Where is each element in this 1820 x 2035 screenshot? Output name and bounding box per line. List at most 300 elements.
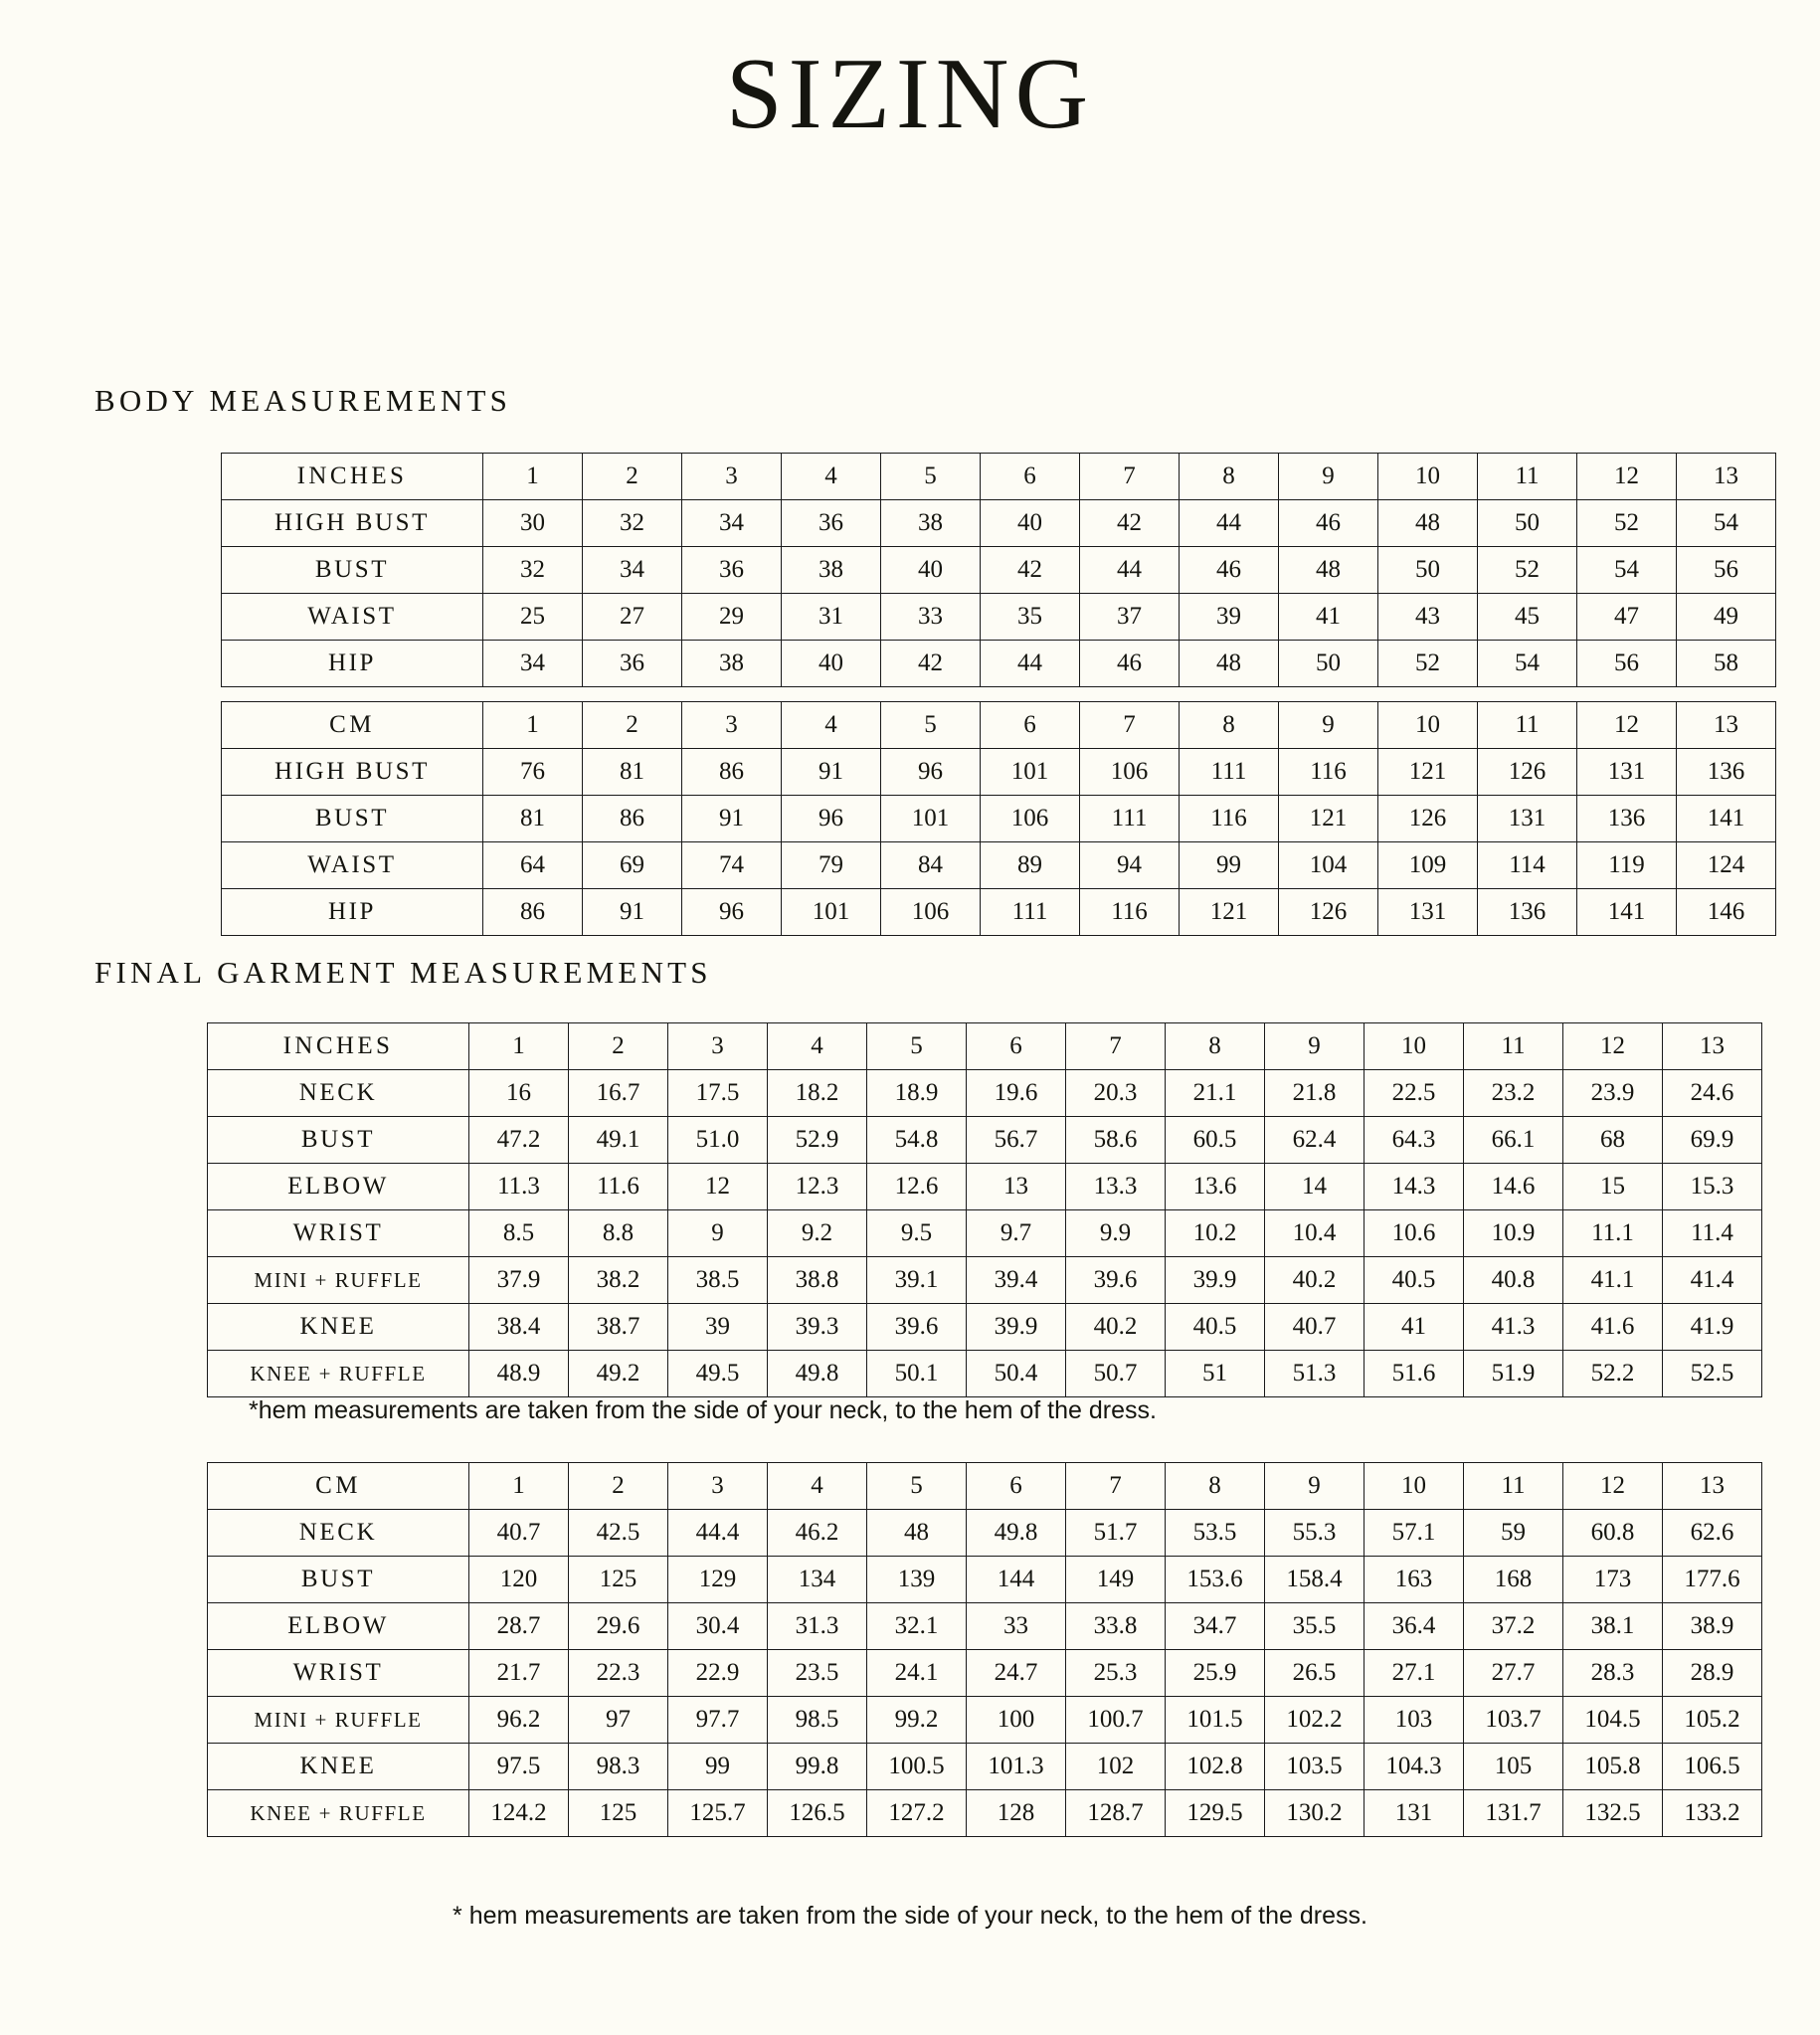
final-cm-cell: 97.5 [469, 1744, 569, 1790]
body-cm-row-label: WAIST [222, 842, 483, 889]
final-inches-cell: 49.5 [668, 1351, 768, 1397]
table-row [222, 547, 1776, 594]
final-cm-cell: 59 [1464, 1510, 1563, 1557]
final-inches-cell: 8.5 [469, 1210, 569, 1257]
final-inches-cell: 58.6 [1066, 1117, 1166, 1164]
final-cm-cell: 28.7 [469, 1603, 569, 1650]
final-cm-col-header: 1 [469, 1463, 569, 1510]
final-inches-cell: 51 [1166, 1351, 1265, 1397]
body-cm-cell: 126 [1478, 749, 1577, 796]
body-inches-cell: 46 [1180, 547, 1279, 594]
final-cm-table [207, 1462, 1762, 1837]
body-cm-cell: 116 [1080, 889, 1180, 936]
final-cm-cell: 36.4 [1365, 1603, 1464, 1650]
final-inches-col-header: 5 [867, 1023, 967, 1070]
body-inches-cell: 42 [981, 547, 1080, 594]
table-row [208, 1510, 1762, 1557]
final-inches-cell: 9.7 [967, 1210, 1066, 1257]
body-cm-cell: 131 [1378, 889, 1478, 936]
final-cm-cell: 103 [1365, 1697, 1464, 1744]
body-inches-cell: 45 [1478, 594, 1577, 641]
final-cm-cell: 100.7 [1066, 1697, 1166, 1744]
final-inches-cell: 51.0 [668, 1117, 768, 1164]
final-inches-cell: 51.3 [1265, 1351, 1365, 1397]
table-row [208, 1744, 1762, 1790]
body-cm-cell: 84 [881, 842, 981, 889]
final-cm-cell: 29.6 [569, 1603, 668, 1650]
table-row [208, 1304, 1762, 1351]
final-cm-cell: 144 [967, 1557, 1066, 1603]
final-cm-cell: 104.3 [1365, 1744, 1464, 1790]
final-inches-cell: 10.6 [1365, 1210, 1464, 1257]
body-cm-cell: 104 [1279, 842, 1378, 889]
body-cm-cell: 64 [483, 842, 583, 889]
final-cm-cell: 125 [569, 1557, 668, 1603]
final-cm-cell: 100.5 [867, 1744, 967, 1790]
body-cm-col-header: 4 [782, 702, 881, 749]
final-cm-cell: 53.5 [1166, 1510, 1265, 1557]
body-inches-cell: 27 [583, 594, 682, 641]
body-inches-cell: 47 [1577, 594, 1677, 641]
body-inches-cell: 34 [483, 641, 583, 687]
final-cm-cell: 28.9 [1663, 1650, 1762, 1697]
body-cm-cell: 111 [1180, 749, 1279, 796]
body-cm-col-header: 12 [1577, 702, 1677, 749]
final-inches-cell: 38.2 [569, 1257, 668, 1304]
final-inches-cell: 11.3 [469, 1164, 569, 1210]
final-cm-cell: 168 [1464, 1557, 1563, 1603]
final-cm-cell: 57.1 [1365, 1510, 1464, 1557]
body-measurements-heading: BODY MEASUREMENTS [94, 383, 512, 418]
final-inches-cell: 10.9 [1464, 1210, 1563, 1257]
body-cm-cell: 101 [981, 749, 1080, 796]
final-inches-cell: 54.8 [867, 1117, 967, 1164]
final-cm-cell: 27.7 [1464, 1650, 1563, 1697]
final-cm-col-header: 6 [967, 1463, 1066, 1510]
final-inches-cell: 64.3 [1365, 1117, 1464, 1164]
body-inches-cell: 25 [483, 594, 583, 641]
body-cm-cell: 131 [1478, 796, 1577, 842]
body-inches-row-label: BUST [222, 547, 483, 594]
body-inches-cell: 46 [1080, 641, 1180, 687]
final-inches-col-header: 1 [469, 1023, 569, 1070]
final-cm-row-label: KNEE + RUFFLE [208, 1790, 469, 1837]
final-cm-cell: 25.9 [1166, 1650, 1265, 1697]
body-cm-header-row [222, 702, 1776, 749]
body-cm-cell: 96 [682, 889, 782, 936]
body-cm-cell: 81 [483, 796, 583, 842]
final-cm-cell: 125 [569, 1790, 668, 1837]
body-inches-cell: 44 [1180, 500, 1279, 547]
body-inches-cell: 54 [1577, 547, 1677, 594]
final-cm-cell: 98.3 [569, 1744, 668, 1790]
final-inches-cell: 40.8 [1464, 1257, 1563, 1304]
final-cm-cell: 177.6 [1663, 1557, 1762, 1603]
final-inches-cell: 40.2 [1265, 1257, 1365, 1304]
body-cm-cell: 69 [583, 842, 682, 889]
final-cm-cell: 100 [967, 1697, 1066, 1744]
body-cm-cell: 79 [782, 842, 881, 889]
final-inches-cell: 23.9 [1563, 1070, 1663, 1117]
final-cm-cell: 131.7 [1464, 1790, 1563, 1837]
body-cm-cell: 74 [682, 842, 782, 889]
final-inches-cell: 66.1 [1464, 1117, 1563, 1164]
final-cm-cell: 25.3 [1066, 1650, 1166, 1697]
final-inches-col-header: 11 [1464, 1023, 1563, 1070]
final-inches-cell: 11.1 [1563, 1210, 1663, 1257]
table-row [208, 1557, 1762, 1603]
final-cm-col-header: 13 [1663, 1463, 1762, 1510]
final-inches-col-header: 4 [768, 1023, 867, 1070]
body-inches-cell: 48 [1279, 547, 1378, 594]
body-cm-col-header: 8 [1180, 702, 1279, 749]
body-cm-cell: 91 [782, 749, 881, 796]
final-inches-col-header: 13 [1663, 1023, 1762, 1070]
final-cm-cell: 38.1 [1563, 1603, 1663, 1650]
final-cm-cell: 158.4 [1265, 1557, 1365, 1603]
final-cm-cell: 105.8 [1563, 1744, 1663, 1790]
final-inches-cell: 52.2 [1563, 1351, 1663, 1397]
final-cm-cell: 99 [668, 1744, 768, 1790]
final-inches-cell: 13.6 [1166, 1164, 1265, 1210]
body-cm-cell: 106 [1080, 749, 1180, 796]
final-inches-row-label: NECK [208, 1070, 469, 1117]
body-cm-cell: 121 [1279, 796, 1378, 842]
final-inches-cell: 16.7 [569, 1070, 668, 1117]
body-inches-col-header: 10 [1378, 454, 1478, 500]
final-inches-cell: 24.6 [1663, 1070, 1762, 1117]
final-inches-cell: 39.3 [768, 1304, 867, 1351]
body-inches-cell: 50 [1378, 547, 1478, 594]
final-inches-cell: 14.3 [1365, 1164, 1464, 1210]
final-cm-cell: 42.5 [569, 1510, 668, 1557]
body-inches-table-wrap [221, 453, 1776, 687]
body-inches-cell: 39 [1180, 594, 1279, 641]
table-row [208, 1603, 1762, 1650]
body-inches-table [221, 453, 1776, 687]
final-inches-cell: 11.6 [569, 1164, 668, 1210]
body-cm-col-header: 1 [483, 702, 583, 749]
final-inches-note: *hem measurements are taken from the side of your neck, to the hem of the dress. [249, 1396, 1157, 1424]
body-cm-cell: 126 [1279, 889, 1378, 936]
body-cm-table-wrap [221, 701, 1776, 936]
final-inches-cell: 11.4 [1663, 1210, 1762, 1257]
body-inches-col-header: 13 [1677, 454, 1776, 500]
body-inches-cell: 48 [1378, 500, 1478, 547]
final-cm-cell: 44.4 [668, 1510, 768, 1557]
body-inches-col-header: 9 [1279, 454, 1378, 500]
final-cm-cell: 128.7 [1066, 1790, 1166, 1837]
final-inches-cell: 41.9 [1663, 1304, 1762, 1351]
final-inches-cell: 15 [1563, 1164, 1663, 1210]
final-inches-cell: 51.9 [1464, 1351, 1563, 1397]
final-cm-cell: 103.5 [1265, 1744, 1365, 1790]
final-cm-col-header: 3 [668, 1463, 768, 1510]
body-inches-cell: 36 [782, 500, 881, 547]
final-inches-row-label: KNEE + RUFFLE [208, 1351, 469, 1397]
body-cm-cell: 96 [881, 749, 981, 796]
final-cm-col-header: 10 [1365, 1463, 1464, 1510]
body-inches-cell: 34 [583, 547, 682, 594]
body-cm-col-header: 2 [583, 702, 682, 749]
final-cm-unit-label: CM [208, 1463, 469, 1510]
body-cm-cell: 121 [1180, 889, 1279, 936]
body-inches-cell: 58 [1677, 641, 1776, 687]
final-cm-cell: 60.8 [1563, 1510, 1663, 1557]
final-cm-cell: 102.2 [1265, 1697, 1365, 1744]
body-cm-col-header: 13 [1677, 702, 1776, 749]
body-inches-header-row [222, 454, 1776, 500]
body-cm-cell: 119 [1577, 842, 1677, 889]
table-row [222, 796, 1776, 842]
body-cm-cell: 89 [981, 842, 1080, 889]
final-inches-cell: 9.2 [768, 1210, 867, 1257]
table-row [208, 1650, 1762, 1697]
body-inches-row-label: HIP [222, 641, 483, 687]
body-inches-cell: 42 [1080, 500, 1180, 547]
final-cm-cell: 102 [1066, 1744, 1166, 1790]
final-cm-note-wrap [0, 1902, 1820, 1931]
final-cm-cell: 173 [1563, 1557, 1663, 1603]
final-cm-cell: 37.2 [1464, 1603, 1563, 1650]
final-inches-cell: 49.8 [768, 1351, 867, 1397]
body-inches-cell: 32 [483, 547, 583, 594]
final-inches-cell: 19.6 [967, 1070, 1066, 1117]
final-cm-cell: 104.5 [1563, 1697, 1663, 1744]
body-cm-cell: 131 [1577, 749, 1677, 796]
final-cm-cell: 26.5 [1265, 1650, 1365, 1697]
body-cm-cell: 106 [881, 889, 981, 936]
final-cm-cell: 46.2 [768, 1510, 867, 1557]
body-cm-cell: 76 [483, 749, 583, 796]
final-inches-cell: 9 [668, 1210, 768, 1257]
final-inches-col-header: 3 [668, 1023, 768, 1070]
final-garment-heading-wrap [94, 955, 712, 1005]
table-row [208, 1164, 1762, 1210]
body-inches-cell: 52 [1577, 500, 1677, 547]
table-row [208, 1697, 1762, 1744]
final-inches-cell: 38.8 [768, 1257, 867, 1304]
body-measurements-heading-wrap [94, 383, 511, 433]
final-cm-cell: 102.8 [1166, 1744, 1265, 1790]
final-inches-cell: 49.2 [569, 1351, 668, 1397]
final-cm-row-label: BUST [208, 1557, 469, 1603]
body-cm-row-label: BUST [222, 796, 483, 842]
final-inches-cell: 13.3 [1066, 1164, 1166, 1210]
body-cm-cell: 124 [1677, 842, 1776, 889]
body-cm-tbody [222, 702, 1776, 936]
final-cm-cell: 149 [1066, 1557, 1166, 1603]
final-inches-col-header: 12 [1563, 1023, 1663, 1070]
body-inches-cell: 35 [981, 594, 1080, 641]
final-inches-cell: 40.7 [1265, 1304, 1365, 1351]
body-cm-cell: 114 [1478, 842, 1577, 889]
final-inches-cell: 39.6 [1066, 1257, 1166, 1304]
body-inches-col-header: 1 [483, 454, 583, 500]
body-inches-cell: 33 [881, 594, 981, 641]
final-cm-cell: 153.6 [1166, 1557, 1265, 1603]
final-cm-cell: 131 [1365, 1790, 1464, 1837]
final-inches-cell: 50.4 [967, 1351, 1066, 1397]
body-cm-cell: 81 [583, 749, 682, 796]
body-cm-col-header: 3 [682, 702, 782, 749]
body-cm-col-header: 11 [1478, 702, 1577, 749]
final-cm-cell: 48 [867, 1510, 967, 1557]
final-inches-cell: 51.6 [1365, 1351, 1464, 1397]
final-cm-col-header: 7 [1066, 1463, 1166, 1510]
final-cm-cell: 35.5 [1265, 1603, 1365, 1650]
body-inches-col-header: 5 [881, 454, 981, 500]
table-row [222, 749, 1776, 796]
final-cm-cell: 22.3 [569, 1650, 668, 1697]
final-cm-cell: 129 [668, 1557, 768, 1603]
final-inches-cell: 20.3 [1066, 1070, 1166, 1117]
body-inches-row-label: HIGH BUST [222, 500, 483, 547]
body-inches-cell: 41 [1279, 594, 1378, 641]
final-inches-cell: 15.3 [1663, 1164, 1762, 1210]
final-inches-cell: 10.2 [1166, 1210, 1265, 1257]
body-inches-cell: 36 [682, 547, 782, 594]
final-cm-cell: 40.7 [469, 1510, 569, 1557]
final-inches-cell: 18.9 [867, 1070, 967, 1117]
final-inches-cell: 23.2 [1464, 1070, 1563, 1117]
final-cm-col-header: 11 [1464, 1463, 1563, 1510]
final-cm-col-header: 4 [768, 1463, 867, 1510]
body-cm-cell: 91 [682, 796, 782, 842]
body-inches-cell: 32 [583, 500, 682, 547]
body-inches-cell: 54 [1478, 641, 1577, 687]
page-title: SIZING [725, 38, 1095, 150]
final-inches-cell: 47.2 [469, 1117, 569, 1164]
final-cm-cell: 23.5 [768, 1650, 867, 1697]
body-cm-cell: 141 [1677, 796, 1776, 842]
body-cm-col-header: 5 [881, 702, 981, 749]
final-inches-cell: 9.9 [1066, 1210, 1166, 1257]
body-inches-cell: 38 [682, 641, 782, 687]
body-inches-cell: 56 [1677, 547, 1776, 594]
final-cm-cell: 97.7 [668, 1697, 768, 1744]
final-inches-cell: 12.3 [768, 1164, 867, 1210]
final-inches-col-header: 2 [569, 1023, 668, 1070]
final-inches-cell: 37.9 [469, 1257, 569, 1304]
final-cm-cell: 34.7 [1166, 1603, 1265, 1650]
body-inches-cell: 30 [483, 500, 583, 547]
body-inches-cell: 36 [583, 641, 682, 687]
final-cm-cell: 51.7 [1066, 1510, 1166, 1557]
final-cm-note: * hem measurements are taken from the side of your neck, to the hem of the dress. [453, 1902, 1367, 1930]
final-cm-cell: 125.7 [668, 1790, 768, 1837]
final-cm-cell: 24.1 [867, 1650, 967, 1697]
final-cm-cell: 21.7 [469, 1650, 569, 1697]
final-inches-col-header: 6 [967, 1023, 1066, 1070]
body-inches-cell: 40 [981, 500, 1080, 547]
body-cm-table [221, 701, 1776, 936]
body-inches-cell: 56 [1577, 641, 1677, 687]
body-inches-cell: 44 [981, 641, 1080, 687]
body-inches-cell: 50 [1279, 641, 1378, 687]
body-cm-cell: 91 [583, 889, 682, 936]
table-row [208, 1210, 1762, 1257]
final-cm-row-label: KNEE [208, 1744, 469, 1790]
body-cm-cell: 111 [1080, 796, 1180, 842]
final-inches-cell: 52.9 [768, 1117, 867, 1164]
body-inches-cell: 40 [782, 641, 881, 687]
final-cm-header-row [208, 1463, 1762, 1510]
table-row [208, 1070, 1762, 1117]
table-row [208, 1257, 1762, 1304]
body-inches-cell: 29 [682, 594, 782, 641]
body-inches-cell: 54 [1677, 500, 1776, 547]
body-inches-col-header: 6 [981, 454, 1080, 500]
body-cm-cell: 109 [1378, 842, 1478, 889]
final-inches-row-label: KNEE [208, 1304, 469, 1351]
final-inches-row-label: MINI + RUFFLE [208, 1257, 469, 1304]
final-cm-cell: 130.2 [1265, 1790, 1365, 1837]
table-row [222, 641, 1776, 687]
body-inches-cell: 38 [881, 500, 981, 547]
final-cm-cell: 99.2 [867, 1697, 967, 1744]
body-cm-cell: 94 [1080, 842, 1180, 889]
body-cm-cell: 111 [981, 889, 1080, 936]
body-inches-cell: 34 [682, 500, 782, 547]
body-inches-cell: 52 [1478, 547, 1577, 594]
body-cm-cell: 101 [881, 796, 981, 842]
final-inches-cell: 38.7 [569, 1304, 668, 1351]
body-cm-row-label: HIP [222, 889, 483, 936]
body-cm-cell: 86 [583, 796, 682, 842]
final-inches-cell: 38.4 [469, 1304, 569, 1351]
final-inches-cell: 21.8 [1265, 1070, 1365, 1117]
final-cm-cell: 105.2 [1663, 1697, 1762, 1744]
final-inches-cell: 10.4 [1265, 1210, 1365, 1257]
final-inches-cell: 39 [668, 1304, 768, 1351]
table-row [208, 1117, 1762, 1164]
final-inches-col-header: 9 [1265, 1023, 1365, 1070]
final-inches-cell: 41.6 [1563, 1304, 1663, 1351]
final-inches-cell: 12 [668, 1164, 768, 1210]
final-inches-cell: 41.3 [1464, 1304, 1563, 1351]
final-cm-row-label: ELBOW [208, 1603, 469, 1650]
body-inches-col-header: 8 [1180, 454, 1279, 500]
final-inches-cell: 50.7 [1066, 1351, 1166, 1397]
final-inches-table [207, 1022, 1762, 1397]
final-inches-col-header: 10 [1365, 1023, 1464, 1070]
body-inches-tbody [222, 454, 1776, 687]
body-inches-cell: 49 [1677, 594, 1776, 641]
body-inches-col-header: 7 [1080, 454, 1180, 500]
body-inches-cell: 31 [782, 594, 881, 641]
final-inches-cell: 39.9 [967, 1304, 1066, 1351]
final-cm-cell: 24.7 [967, 1650, 1066, 1697]
final-inches-cell: 21.1 [1166, 1070, 1265, 1117]
body-cm-cell: 101 [782, 889, 881, 936]
body-inches-cell: 50 [1478, 500, 1577, 547]
final-inches-row-label: ELBOW [208, 1164, 469, 1210]
final-inches-col-header: 7 [1066, 1023, 1166, 1070]
final-inches-cell: 56.7 [967, 1117, 1066, 1164]
body-cm-unit-label: CM [222, 702, 483, 749]
final-cm-col-header: 5 [867, 1463, 967, 1510]
body-cm-cell: 106 [981, 796, 1080, 842]
body-cm-cell: 136 [1478, 889, 1577, 936]
table-row [222, 842, 1776, 889]
final-cm-cell: 33 [967, 1603, 1066, 1650]
final-cm-cell: 28.3 [1563, 1650, 1663, 1697]
final-cm-cell: 163 [1365, 1557, 1464, 1603]
final-cm-cell: 134 [768, 1557, 867, 1603]
body-inches-cell: 37 [1080, 594, 1180, 641]
body-cm-cell: 121 [1378, 749, 1478, 796]
